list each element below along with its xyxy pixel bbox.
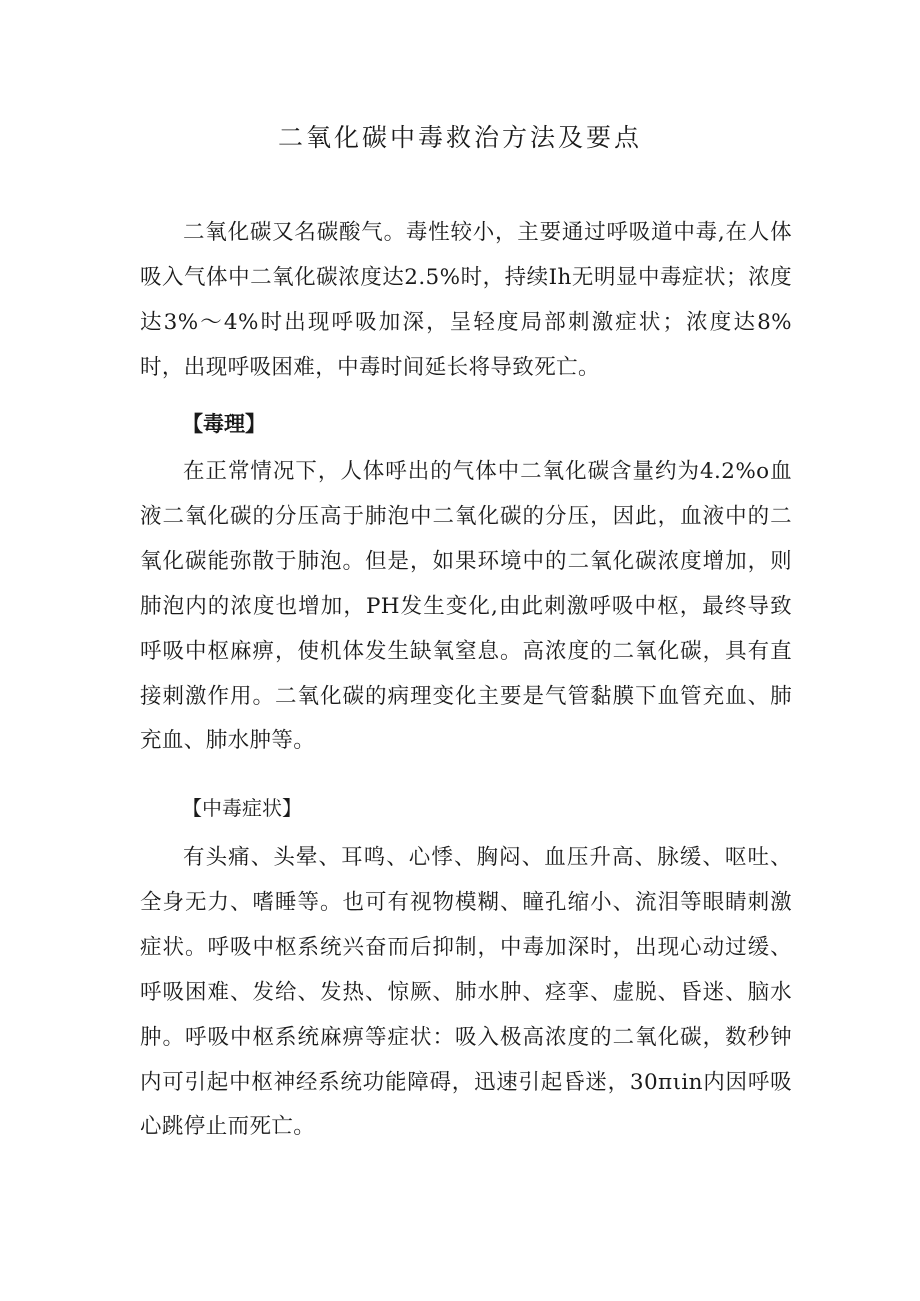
section-body-symptoms: 有头痛、头晕、耳鸣、心悸、胸闷、血压升高、脉缓、呕吐、全身无力、嗜睡等。也可有视物模糊、瞳孔缩小、流泪等眼睛刺激症状。呼吸中枢系统兴奋而后抑制，中毒加深时，出现心动过缓、呼吸困难、发给、发热、惊厥、肺水肿、痉挛、虚脱、昏迷、脑水肿。呼吸中枢系统麻痹等症状：吸入极高浓度的二氧化碳，数秒钟内可引起中枢神经系统功能障碍，迅速引起昏迷，30πιin内因呼吸心跳停止而死亡。: [140, 845, 792, 1140]
section-body-toxicology: 在正常情况下，人体呼出的气体中二氧化碳含量约为4.2%o血液二氧化碳的分压高于肺泡中二氧化碳的分压，因此，血液中的二氧化碳能弥散于肺泡。但是，如果环境中的二氧化碳浓度增加，则肺泡内的浓度也增加，PH发生变化,由此刺激呼吸中枢，最终导致呼吸中枢麻痹，使机体发生缺氧窒息。高浓度的二氧化碳，具有直接刺激作用。二氧化碳的病理变化主要是气管黏膜下血管充血、肺充血、肺水肿等。: [140, 459, 792, 754]
document-title: 二氧化碳中毒救治方法及要点: [277, 123, 642, 152]
intro-paragraph: 二氧化碳又名碳酸气。毒性较小，主要通过呼吸道中毒,在人体吸入气体中二氧化碳浓度达2.5%时，持续Ih无明显中毒症状；浓度达3%～4%时出现呼吸加深，呈轻度局部刺激症状；浓度达8%时，出现呼吸困难，中毒时间延长将导致死亡。: [140, 220, 792, 380]
section-heading-symptoms: 【中毒症状】: [182, 796, 302, 820]
section-heading-toxicology: 【毒理】: [182, 411, 266, 436]
